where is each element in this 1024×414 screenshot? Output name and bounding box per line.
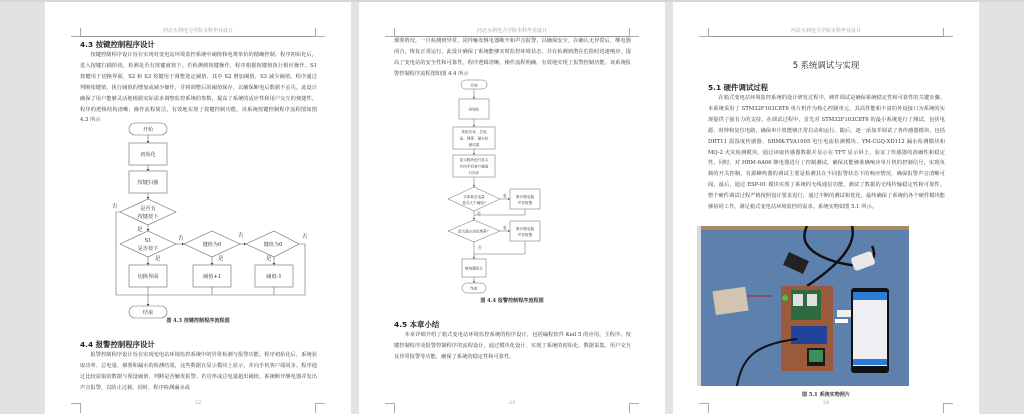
document-page-22 <box>45 2 351 414</box>
figure-caption-4-3: 图 4.3 按键控制程序流程图 <box>166 318 230 324</box>
flow-node-relay-close: 继电器闭合 <box>465 266 483 271</box>
hardware-photo-illustration <box>697 226 909 386</box>
flow-decision-s1: 是否按下 <box>137 246 159 252</box>
section-heading-5-1: 5.1 硬件调试过程 <box>708 83 769 92</box>
page-header: 河北水利电力学院本科毕业设计 <box>81 27 315 37</box>
flow-node-start: 开始 <box>142 127 154 133</box>
svg-text:是: 是 <box>218 256 224 262</box>
flow-decision-s1: S1 <box>144 238 152 244</box>
svg-text:声音报警: 声音报警 <box>517 233 533 237</box>
flow-node-display: 显示模块进行显示 <box>459 158 489 162</box>
flow-decision-power: 功率和总电量 <box>463 195 485 199</box>
section-paragraph: 烟雾情况，一旦检测到异常，同样触发继电器断开和声音报警，以确保安全。在确认无异常后，继电器闭合，恢复正常运行。此设计确保了系统能够实时监控环境状态，并在检测到潜在危险时迅速响应，提高了变电站的安全性和可靠性。程序逻辑清晰，操作流程明确，有效地实现了报警控制功能。该系统报警控制程序流程图如图 4.4 所示 <box>394 38 631 77</box>
svg-text:测结果: 测结果 <box>468 143 480 147</box>
flow-node-init: 初始化 <box>140 152 156 158</box>
document-page-24 <box>673 2 979 414</box>
section-heading-4-4: 4.4 报警控制程序设计 <box>80 340 155 349</box>
section-heading-4-3: 4.3 按键控制程序设计 <box>80 40 155 49</box>
document-page-23 <box>359 2 665 414</box>
page-header: 河北水利电力学院本科毕业设计 <box>395 27 629 37</box>
section-paragraph: 按键控制程序设计旨在实现对变电站环境监控系统中阈值和电费单价的精确控制。程序初始化后，进入按键扫描阶段，检测是否有按键被按下。若检测到按键操作，程序根据按键值执行相应操作。S1 按键用于切换界面，S2 和 S3 按键用于调整选定阈值，其中 S2 增加阈值，S3 减少阈值。程序通过判断按键值，执行阈值的增加或减少操作，并将调整后的阈值保存，以确保断电后数据不丢失。此设计确保了用户能够灵活地根据实际需求调整监控系统的参数，提高了系统的适应性和用户交互的便捷性。程序的逻辑结构清晰，操作流程简洁，有效地实现了按键控制功能。该系统按键控制程序流程图如图 4.3 所示 <box>80 52 317 124</box>
svg-text:否: 否 <box>302 234 308 240</box>
svg-text:否: 否 <box>238 233 244 239</box>
svg-text:是: 是 <box>503 193 507 198</box>
system-hardware-photo <box>697 226 909 386</box>
svg-text:是否大于阈值?: 是否大于阈值? <box>462 201 486 205</box>
figure-caption-5-1: 图 5.1 系统实物照片 <box>801 392 851 398</box>
flow-node-acquire: 获取功率、总电 <box>461 130 487 134</box>
svg-text:是: 是 <box>155 256 161 262</box>
flow-node-end: 结束 <box>470 286 478 291</box>
flow-node-init: 初始化 <box>468 107 480 112</box>
flowchart-alarm-control <box>359 2 665 332</box>
header-corner-mark <box>699 28 709 37</box>
section-paragraph: 本章详细介绍了箱式变电站环境监控系统的程序设计，包括编程软件 Keil 5 的应用，主程序、按键控制程序及报警控制程序的流程设计。通过模块化设计，实现了系统的初始化、数据采集、用户交互及异常报警等功能，确保了系统的稳定性和可靠性。 <box>394 332 631 360</box>
flow-decision-key0: 键值为0 <box>202 242 222 248</box>
section-paragraph: 报警控制程序设计旨在实现变电站环境监控系统中的异常检测与报警功能。程序初始化后，系统获取功率、总电量、烟雾和漏水的检测结果，这些数据在显示模块上显示，并向手机客户端同步。程序通过比较获取的数据与预设阈值，判断是否触发报警。若功率或总电量超出阈值，系统断开继电器并发出声音报警，以防止过载。同时，程序检测漏水或 <box>80 352 317 391</box>
svg-text:否: 否 <box>477 211 481 216</box>
flow-decision-key1: 键值为0 <box>263 242 283 248</box>
page-number: 24 <box>822 400 830 406</box>
flow-node-minus: 阈值-1 <box>266 274 282 280</box>
svg-text:量、烟雾、漏水检: 量、烟雾、漏水检 <box>459 136 489 141</box>
flow-decision-leak: 是否漏水或有烟雾？ <box>457 229 491 234</box>
header-corner-mark <box>943 28 953 37</box>
svg-text:是: 是 <box>137 227 143 233</box>
section-paragraph: 在箱式变电站环境监控系统的设计研发过程中，硬件调试是确保系统稳定性和可靠性的关键步骤。本系统采用了 STM32F103C8T6 单片机作为核心控制单元，其高性能和丰富的外设接口为系统的实现提供了强有力的支持。在调试过程中，首先对 STM32F103C8T6 的最小系统进行了测试，包括电源、时钟和复位电路，确保单片机能够正常启动和运行。随后，逐一添加并调试了各传感器模块，包括 DHT11 温湿度传感器、SHMK-TVA1005 电压电流检测模块、YM-CGQ-XD112 漏水检测模块和 MQ-2 火灾检测模块，通过读取传感器数据并显示在 TFT 显示屏上，验证了传感器的准确性和稳定性。同时，对 HRM-6A06 继电器进行了控制测试，确保其能够准确响应单片机的控制信号，实现负载的开关控制。有源蜂鸣器的调试主要是检测其在不同报警状态下的响应情况，确保报警声音清晰可闻。最后，通过 ESP-01 模块实现了系统的无线通信功能，测试了数据的无线传输稳定性和可靠性。整个硬件调试过程严格按照设计要求进行，通过不断的测试和优化，最终确保了系统的各个硬件模块能够协同工作，满足箱式变电站环境监控的需求。系统实物如图 5.1 所示。 <box>708 95 945 211</box>
section-heading-4-5: 4.5 本章小结 <box>394 320 440 329</box>
svg-text:否: 否 <box>478 245 482 250</box>
svg-text:否: 否 <box>112 204 118 210</box>
svg-text:声音报警: 声音报警 <box>517 201 533 205</box>
flow-decision-any-key: 按键按下 <box>137 214 159 220</box>
flow-node-scan: 按键扫描 <box>137 180 159 186</box>
flow-node-alarm2: 断开继电器 <box>516 227 534 231</box>
svg-text:否: 否 <box>178 236 184 242</box>
page-number: 23 <box>508 400 516 406</box>
flow-node-switch: 切换界面 <box>137 274 159 280</box>
flowchart-key-control <box>45 2 351 332</box>
flow-node-end: 结束 <box>142 310 154 316</box>
flow-node-start: 开始 <box>470 83 478 88</box>
figure-caption-4-4: 图 4.4 报警控制程序流程图 <box>480 298 544 304</box>
svg-text:是: 是 <box>266 256 272 262</box>
chapter-title: 5 系统调试与实现 <box>792 60 860 70</box>
flow-node-plus: 阈值+1 <box>202 274 222 280</box>
svg-text:并向手机客户端进: 并向手机客户端进 <box>459 164 489 169</box>
svg-text:行同步: 行同步 <box>468 171 480 175</box>
svg-text:是: 是 <box>503 225 507 230</box>
page-number: 22 <box>194 400 202 406</box>
flow-decision-any-key: 是否有 <box>140 206 156 212</box>
flow-node-alarm1: 断开继电器 <box>516 195 534 199</box>
page-header: 河北水利电力学院本科毕业设计 <box>709 27 943 37</box>
